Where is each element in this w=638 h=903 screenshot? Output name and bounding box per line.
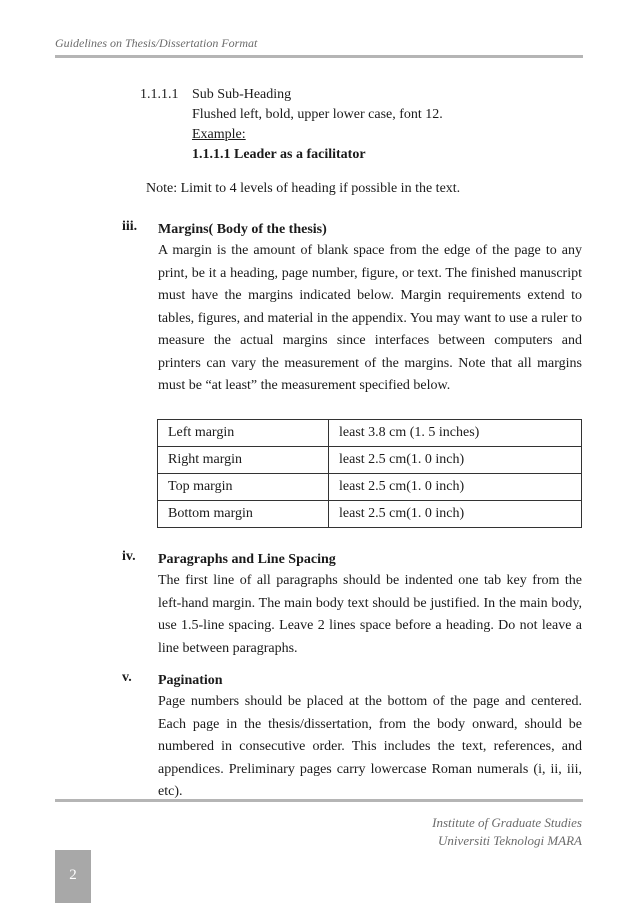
table-row [158, 420, 582, 447]
section-marker: v. [122, 670, 132, 685]
running-header: Guidelines on Thesis/Dissertation Format [55, 36, 258, 50]
margin-value: least 2.5 cm(1. 0 inch) [329, 474, 582, 501]
section-heading: Pagination [158, 673, 223, 688]
sub-sub-heading-block [140, 85, 443, 165]
page-number: 2 [55, 850, 91, 903]
heading-description: Flushed left, bold, upper lower case, font 12. [192, 107, 443, 122]
section-body: The first line of all paragraphs should be indented one tab key from the left-hand margin. The main body text should be justified. In the main body, use 1.5-line spacing. Leave 2 lines space before a heading. Do not leave a line between paragraphs. [158, 573, 582, 656]
header-rule [55, 55, 583, 58]
footer-rule [55, 799, 583, 802]
section-pagination [122, 670, 582, 804]
margin-value: least 3.8 cm (1. 5 inches) [329, 420, 582, 447]
section-body: Page numbers should be placed at the bottom of the page and centered. Each page in the thesis/dissertation, from the body onward, should be numbered in consecutive order. This includes the text, references, and appendices. Preliminary pages carry lowercase Roman numerals (i, ii, iii, etc). [158, 694, 582, 799]
section-heading: Paragraphs and Line Spacing [158, 552, 336, 567]
section-marker: iii. [122, 219, 138, 234]
margin-value: least 2.5 cm(1. 0 inch) [329, 447, 582, 474]
table-row [158, 474, 582, 501]
example-text: 1.1.1.1 Leader as a facilitator [192, 147, 366, 162]
margin-label: Right margin [158, 447, 329, 474]
margin-label: Top margin [158, 474, 329, 501]
heading-note: Note: Limit to 4 levels of heading if possible in the text. [146, 181, 461, 196]
footer [432, 814, 582, 850]
section-heading: Margins( Body of the thesis) [158, 222, 327, 237]
footer-institute: Institute of Graduate Studies [432, 815, 582, 830]
heading-number: 1.1.1.1 [140, 87, 179, 102]
section-margins [122, 219, 582, 398]
margin-label: Bottom margin [158, 501, 329, 528]
margin-label: Left margin [158, 420, 329, 447]
margin-table [157, 419, 582, 528]
margin-value: least 2.5 cm(1. 0 inch) [329, 501, 582, 528]
heading-title: Sub Sub-Heading [192, 87, 292, 102]
section-marker: iv. [122, 549, 136, 564]
table-row [158, 501, 582, 528]
footer-university: Universiti Teknologi MARA [438, 833, 582, 848]
section-paragraphs [122, 549, 582, 660]
table-row [158, 447, 582, 474]
section-body: A margin is the amount of blank space from the edge of the page to any print, be it a heading, page number, figure, or text. The finished manuscript must have the margins indicated below. Margin requirements extend to tables, figures, and material in the appendix. You may want to use a ruler to measure the actual margins since interfaces between computers and printers can vary the measurement of the margins. Note that all margins must be “at least” the measurement specified below. [158, 243, 582, 393]
example-label: Example: [192, 127, 246, 142]
